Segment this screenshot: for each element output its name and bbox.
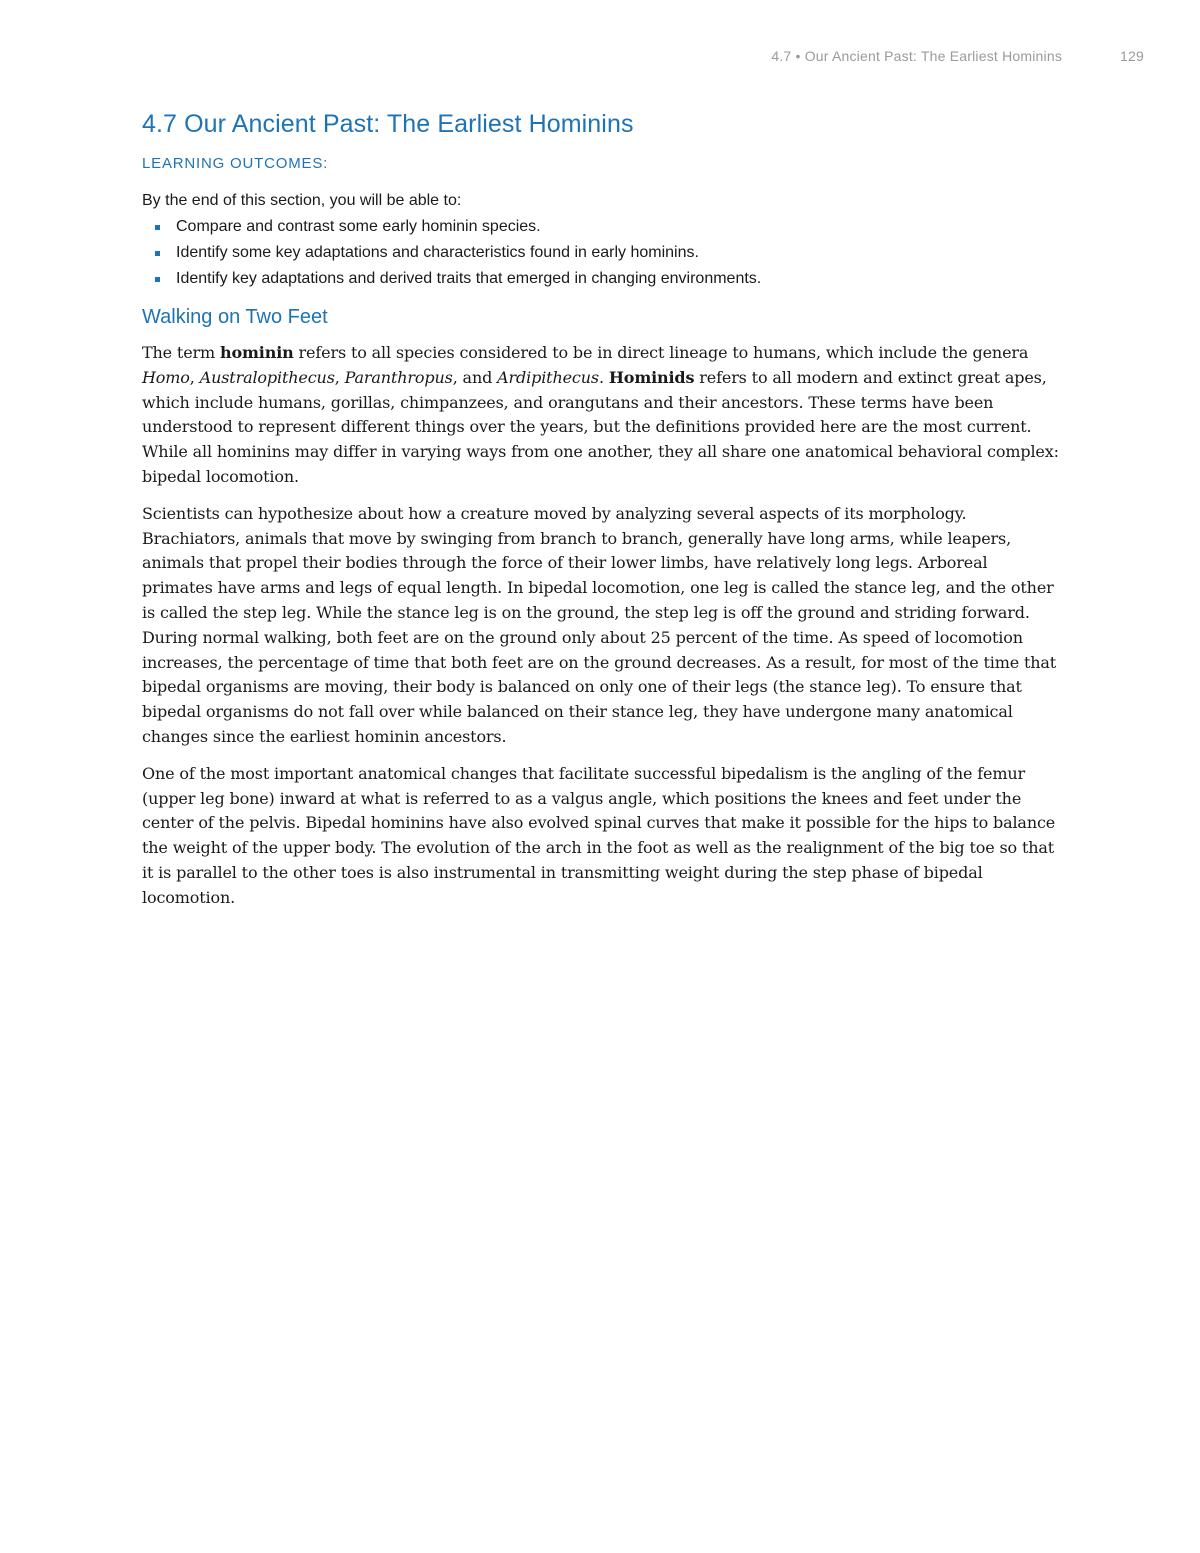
learning-outcomes-list: [142, 214, 1062, 292]
running-header: [771, 48, 1144, 64]
paragraph-hominin-definition: [142, 341, 1062, 490]
list-item: [142, 240, 1062, 266]
square-bullet-icon: [155, 251, 160, 256]
text-run: The term: [142, 343, 220, 362]
section-heading: Walking on Two Feet: [142, 306, 328, 328]
outcome-text: Identify key adaptations and derived traits that emerged in changing environments.: [176, 270, 762, 287]
genus-australopithecus: Australopithecus: [199, 367, 335, 387]
genus-paranthropus: Paranthropus: [344, 367, 453, 387]
square-bullet-icon: [155, 277, 160, 282]
text-run: , and: [452, 367, 498, 387]
page-number: 129: [1120, 48, 1144, 64]
learning-outcomes-intro: By the end of this section, you will be able to:: [142, 192, 462, 209]
text-run: ,: [189, 367, 200, 387]
outcome-text: Compare and contrast some early hominin species.: [176, 218, 541, 235]
text-run: refers to all modern and extinct great apes, which include humans, gorillas, chimpanzees, and orangutans and their ancestors. These terms have been understood to represent different things over the years, but the definitions provided here are the most current. While all hominins may differ in varying ways from one another, they all share one anatomical behavioral complex: bipedal locomotion.: [142, 367, 1059, 486]
outcome-text: Identify some key adaptations and characteristics found in early hominins.: [176, 244, 699, 261]
running-title: 4.7 • Our Ancient Past: The Earliest Hominins: [771, 48, 1063, 64]
genus-homo: Homo: [142, 367, 190, 387]
key-term-hominids: Hominids: [608, 367, 695, 387]
key-term-hominin: hominin: [220, 343, 294, 362]
text-run: refers to all species considered to be in direct lineage to humans, which include the genera: [293, 343, 1029, 362]
main-content: [142, 110, 1062, 923]
list-item: [142, 266, 1062, 292]
paragraph-locomotion: Scientists can hypothesize about how a creature moved by analyzing several aspects of its morphology. Brachiators, animals that move by swinging from branch to branch, generally have long arms, while leapers, animals that propel their bodies through the force of their lower limbs, have relatively long legs. Arboreal primates have arms and legs of equal length. In bipedal locomotion, one leg is called the stance leg, and the other is called the step leg. While the stance leg is on the ground, the step leg is off the ground and striding forward. During normal walking, both feet are on the ground only about 25 percent of the time. As speed of locomotion increases, the percentage of time that both feet are on the ground decreases. As a result, for most of the time that bipedal organisms are moving, their body is balanced on only one of their legs (the stance leg). To ensure that bipedal organisms do not fall over while balanced on their stance leg, they have undergone many anatomical changes since the earliest hominin ancestors.: [142, 503, 1057, 746]
text-run: ,: [334, 367, 345, 387]
square-bullet-icon: [155, 225, 160, 230]
learning-outcomes-heading: LEARNING OUTCOMES:: [142, 155, 329, 172]
text-run: .: [598, 367, 609, 387]
page-title: 4.7 Our Ancient Past: The Earliest Hominins: [142, 110, 634, 138]
paragraph-anatomical-changes: One of the most important anatomical changes that facilitate successful bipedalism is the angling of the femur (upper leg bone) inward at what is referred to as a valgus angle, which positions the knees and feet under the center of the pelvis. Bipedal hominins have also evolved spinal curves that make it possible for the hips to balance the weight of the upper body. The evolution of the arch in the foot as well as the realignment of the big toe so that it is parallel to the other toes is also instrumental in transmitting weight during the step phase of bipedal locomotion.: [142, 763, 1056, 907]
genus-ardipithecus: Ardipithecus: [497, 367, 599, 387]
list-item: [142, 214, 1062, 240]
